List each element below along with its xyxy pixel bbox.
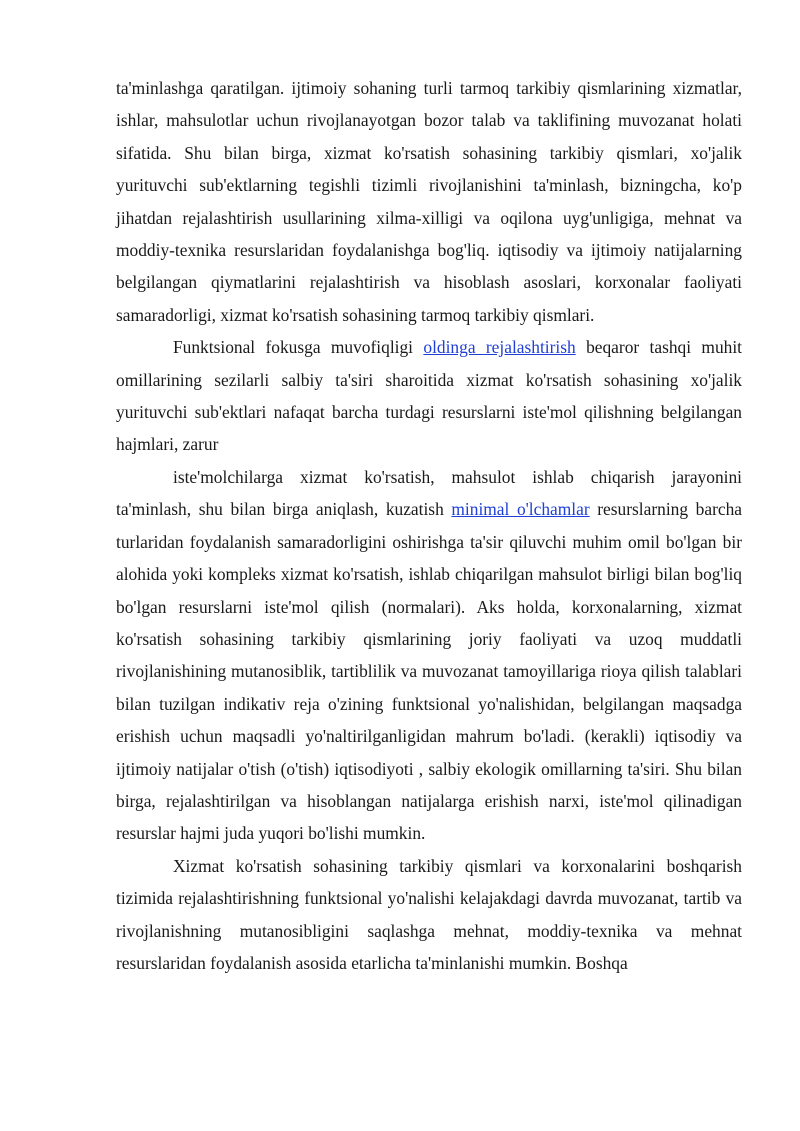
link-oldinga-rejalashtirish[interactable]: oldinga rejalashtirish	[423, 337, 576, 358]
paragraph-2	[116, 331, 742, 461]
paragraph-2-text-after: beqaror tashqi muhit omillarining sezilarli salbiy ta'siri sharoitida xizmat ko'rsatish sohasining xo'jalik yurituvchi sub'ektlari nafaqat barcha turdagi resurslarni iste'mol qilishning belgilangan hajmlari, zarur	[116, 337, 742, 455]
link-minimal-olchamlar[interactable]: minimal o'lchamlar	[451, 499, 590, 520]
paragraph-1-text: ta'minlashga qaratilgan. ijtimoiy sohaning turli tarmoq tarkibiy qismlarining xizmatlar, ishlar, mahsulotlar uchun rivojlanayotgan bozor talab va taklifining muvozanat holati sifatida. Shu bilan birga, xizmat ko'rsatish sohasining tarkibiy qismlari, xo'jalik yurituvchi sub'ektlarning tegishli tizimli rivojlanishini ta'minlash, bizningcha, ko'p jihatdan rejalashtirish usullarining xilma-xilligi va oqilona uyg'unligiga, mehnat va moddiy-texnika resurslaridan foydalanishga bog'liq. iqtisodiy va ijtimoiy natijalarning belgilangan qiymatlarini rejalashtirish va hisoblash asoslari, korxonalar faoliyati samaradorligi, xizmat ko'rsatish sohasining tarmoq tarkibiy qismlari.	[116, 78, 742, 325]
paragraph-4	[116, 850, 742, 980]
paragraph-4-text: Xizmat ko'rsatish sohasining tarkibiy qismlari va korxonalarini boshqarish tizimida rejalashtirishning funktsional yo'nalishi kelajakdagi davrda muvozanat, tartib va rivojlanishning mutanosibligini saqlashga mehnat, moddiy-texnika va mehnat resurslaridan foydalanish asosida etarlicha ta'minlanishi mumkin. Boshqa	[116, 855, 742, 973]
paragraph-3-text-before: iste'molchilarga xizmat ko'rsatish, mahsulot ishlab chiqarish jarayonini ta'minlash, shu bilan birga aniqlash, kuzatish	[116, 466, 742, 520]
paragraph-3	[116, 461, 742, 850]
document-page	[116, 72, 742, 979]
paragraph-2-text-before: Funktsional fokusga muvofiqligi	[173, 337, 424, 358]
paragraph-3-text-after: resurslarning barcha turlaridan foydalanish samaradorligini oshirishga ta'sir qiluvchi muhim omil bo'lgan bir alohida yoki kompleks xizmat ko'rsatish, ishlab chiqarilgan mahsulot birligi bilan bog'liq bo'lgan resurslarni iste'mol qilish (normalari). Aks holda, korxonalarning, xizmat ko'rsatish sohasining tarkibiy qismlarining joriy faoliyati va uzoq muddatli rivojlanishining mutanosiblik, tartiblilik va muvozanat tamoyillariga rioya qilish talablari bilan tuzilgan indikativ reja o'zining funktsional yo'nalishidan, belgilangan maqsadga erishish uchun maqsadli yo'naltirilganligidan mahrum bo'ladi. (kerakli) iqtisodiy va ijtimoiy natijalar o'tish (o'tish) iqtisodiyoti , salbiy ekologik omillarning ta'siri. Shu bilan birga, rejalashtirilgan va hisoblangan natijalarga erishish narxi, iste'mol qilinadigan resurslar hajmi juda yuqori bo'lishi mumkin.	[116, 499, 742, 844]
paragraph-1	[116, 72, 742, 331]
